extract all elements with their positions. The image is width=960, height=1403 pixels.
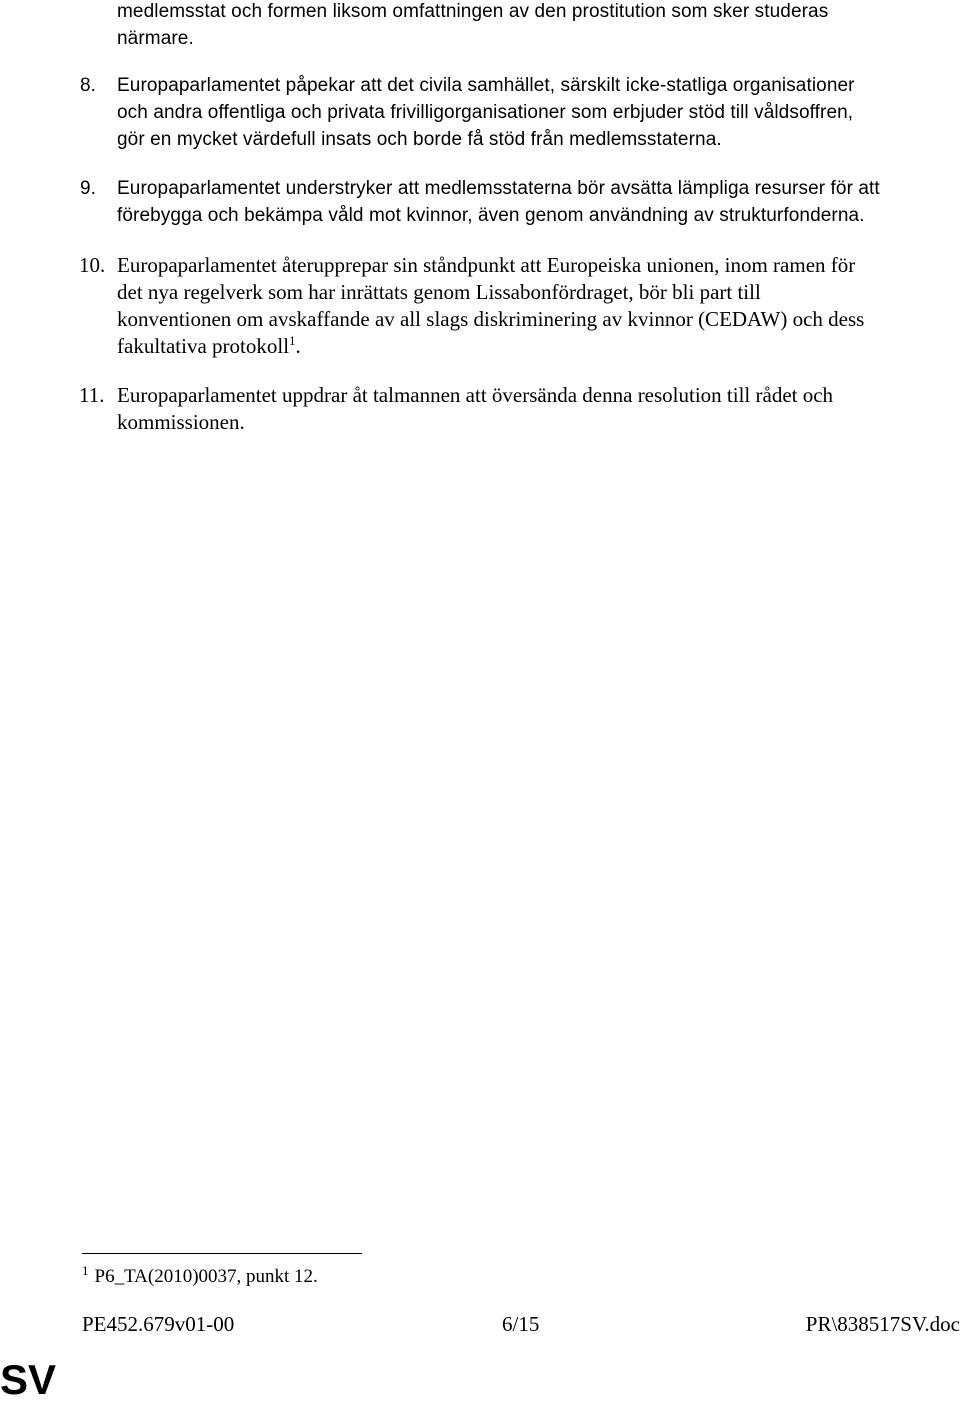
text-line: medlemsstat och formen liksom omfattningen av den prostitution som sker studeras [117,1,829,22]
text-line: närmare. [117,28,194,49]
footnote-reference[interactable]: 1 [289,333,296,348]
paragraph-9 [80,175,957,229]
footnote-marker: 1 [82,1263,89,1278]
paragraph-number: 8. [80,75,97,96]
text-line [117,333,957,360]
paragraph-7-tail [117,0,957,52]
footnote [82,1265,318,1289]
footer-file-reference: PR\838517SV.doc [805,1312,960,1336]
footnote-divider [82,1253,362,1254]
language-code: SV [0,1356,57,1403]
text-line: Europaparlamentet uppdrar åt talmannen att översända denna resolution till rådet och [117,383,834,407]
paragraph-8 [80,72,957,153]
footer-page-number: 6/15 [502,1312,540,1336]
text-line: gör en mycket värdefull insats och borde få stöd från medlemsstaterna. [117,129,722,150]
paragraph-11 [79,382,957,436]
footer-document-reference: PE452.679v01-00 [82,1312,235,1336]
text-fragment: . [295,334,301,358]
text-line: Europaparlamentet understryker att medlemsstaterna bör avsätta lämpliga resurser för att [117,178,880,199]
paragraph-number: 10. [79,253,106,277]
footnote-text: P6_TA(2010)0037, punkt 12. [94,1266,318,1287]
text-line: det nya regelverk som har inrättats genom Lissabonfördraget, bör bli part till [117,280,761,304]
paragraph-number: 11. [79,383,105,407]
text-line: kommissionen. [117,410,245,434]
text-fragment: fakultativa protokoll [117,334,290,358]
text-line: Europaparlamentet påpekar att det civila samhället, särskilt icke-statliga organisationer [117,75,855,96]
text-line: Europaparlamentet återupprepar sin ståndpunkt att Europeiska unionen, inom ramen för [117,253,856,277]
text-line: förebygga och bekämpa våld mot kvinnor, även genom användning av strukturfonderna. [117,205,865,226]
paragraph-number: 9. [80,178,97,199]
text-line: konventionen om avskaffande av all slags diskriminering av kvinnor (CEDAW) och dess [117,307,865,331]
paragraph-10 [79,252,957,360]
text-line: och andra offentliga och privata frivilligorganisationer som erbjuder stöd till våldsoffren, [117,102,854,123]
